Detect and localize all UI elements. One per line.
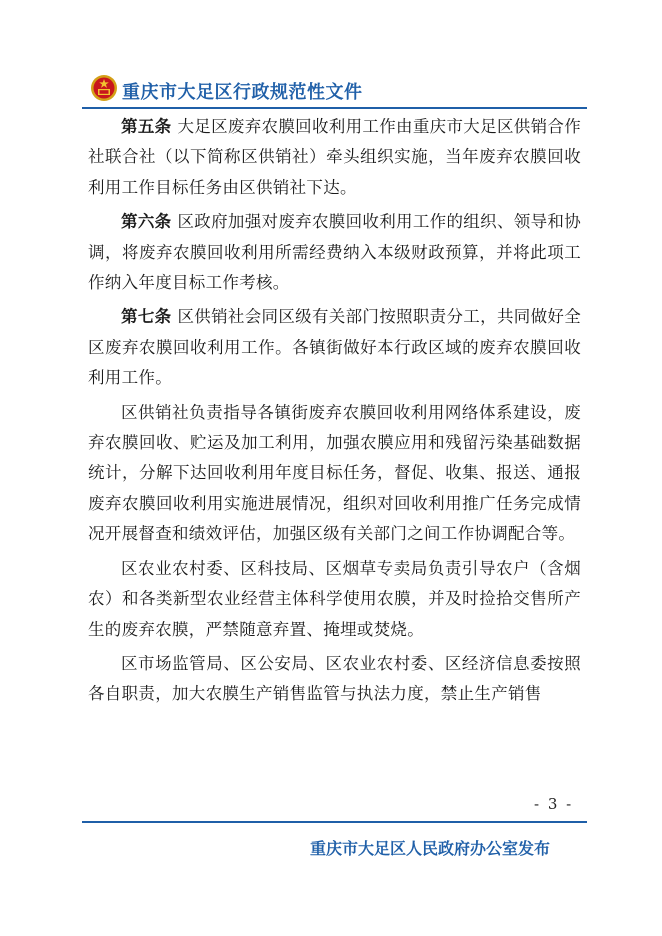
document-header <box>82 72 587 108</box>
paragraph-text: 区供销社会同区级有关部门按照职责分工，共同做好全区废弃农膜回收利用工作。各镇街做好本行政区域的废弃农膜回收利用工作。 <box>88 307 581 388</box>
market-regulation-paragraph <box>88 649 581 710</box>
header-title: 重庆市大足区行政规范性文件 <box>122 82 363 103</box>
paragraph-text: 区政府加强对废弃农膜回收利用工作的组织、领导和协调，将废弃农膜回收利用所需经费纳入本级财政预算，并将此项工作纳入年度目标工作考核。 <box>88 212 581 293</box>
paragraph-text: 大足区废弃农膜回收利用工作由重庆市大足区供销合作社联合社（以下简称区供销社）牵头组织实施，当年废弃农膜回收利用工作目标任务由区供销社下达。 <box>88 117 581 197</box>
supply-coop-duties-paragraph <box>88 398 581 550</box>
article-7-paragraph <box>88 302 581 393</box>
national-emblem-icon <box>90 74 118 102</box>
agriculture-duties-paragraph <box>88 554 581 645</box>
paragraph-text: 区供销社负责指导各镇街废弃农膜回收利用网络体系建设，废弃农膜回收、贮运及加工利用，加强农膜应用和残留污染基础数据统计，分解下达回收利用年度目标任务，督促、收集、报送、通报废弃农膜回收利用实施进展情况，组织对回收利用推广任务完成情况开展督查和绩效评估，加强区级有关部门之间工作协调配合等。 <box>88 402 581 544</box>
document-body <box>88 112 581 714</box>
article-label: 第七条 <box>121 307 172 327</box>
article-label: 第五条 <box>121 117 172 136</box>
paragraph-text: 区市场监管局、区公安局、区农业农村委、区经济信息委按照各自职责，加大农膜生产销售监管与执法力度，禁止生产销售 <box>88 653 581 704</box>
page-number: - 3 - <box>534 795 574 813</box>
paragraph-text: 区农业农村委、区科技局、区烟草专卖局负责引导农户（含烟农）和各类新型农业经营主体科学使用农膜，并及时捡拾交售所产生的废弃农膜，严禁随意弃置、掩埋或焚烧。 <box>88 558 581 639</box>
header-divider <box>82 107 587 109</box>
article-6-paragraph <box>88 207 581 298</box>
footer-divider <box>82 821 587 823</box>
article-5-paragraph <box>88 112 581 203</box>
footer-publisher: 重庆市大足区人民政府办公室发布 <box>310 839 551 858</box>
article-label: 第六条 <box>121 212 172 232</box>
